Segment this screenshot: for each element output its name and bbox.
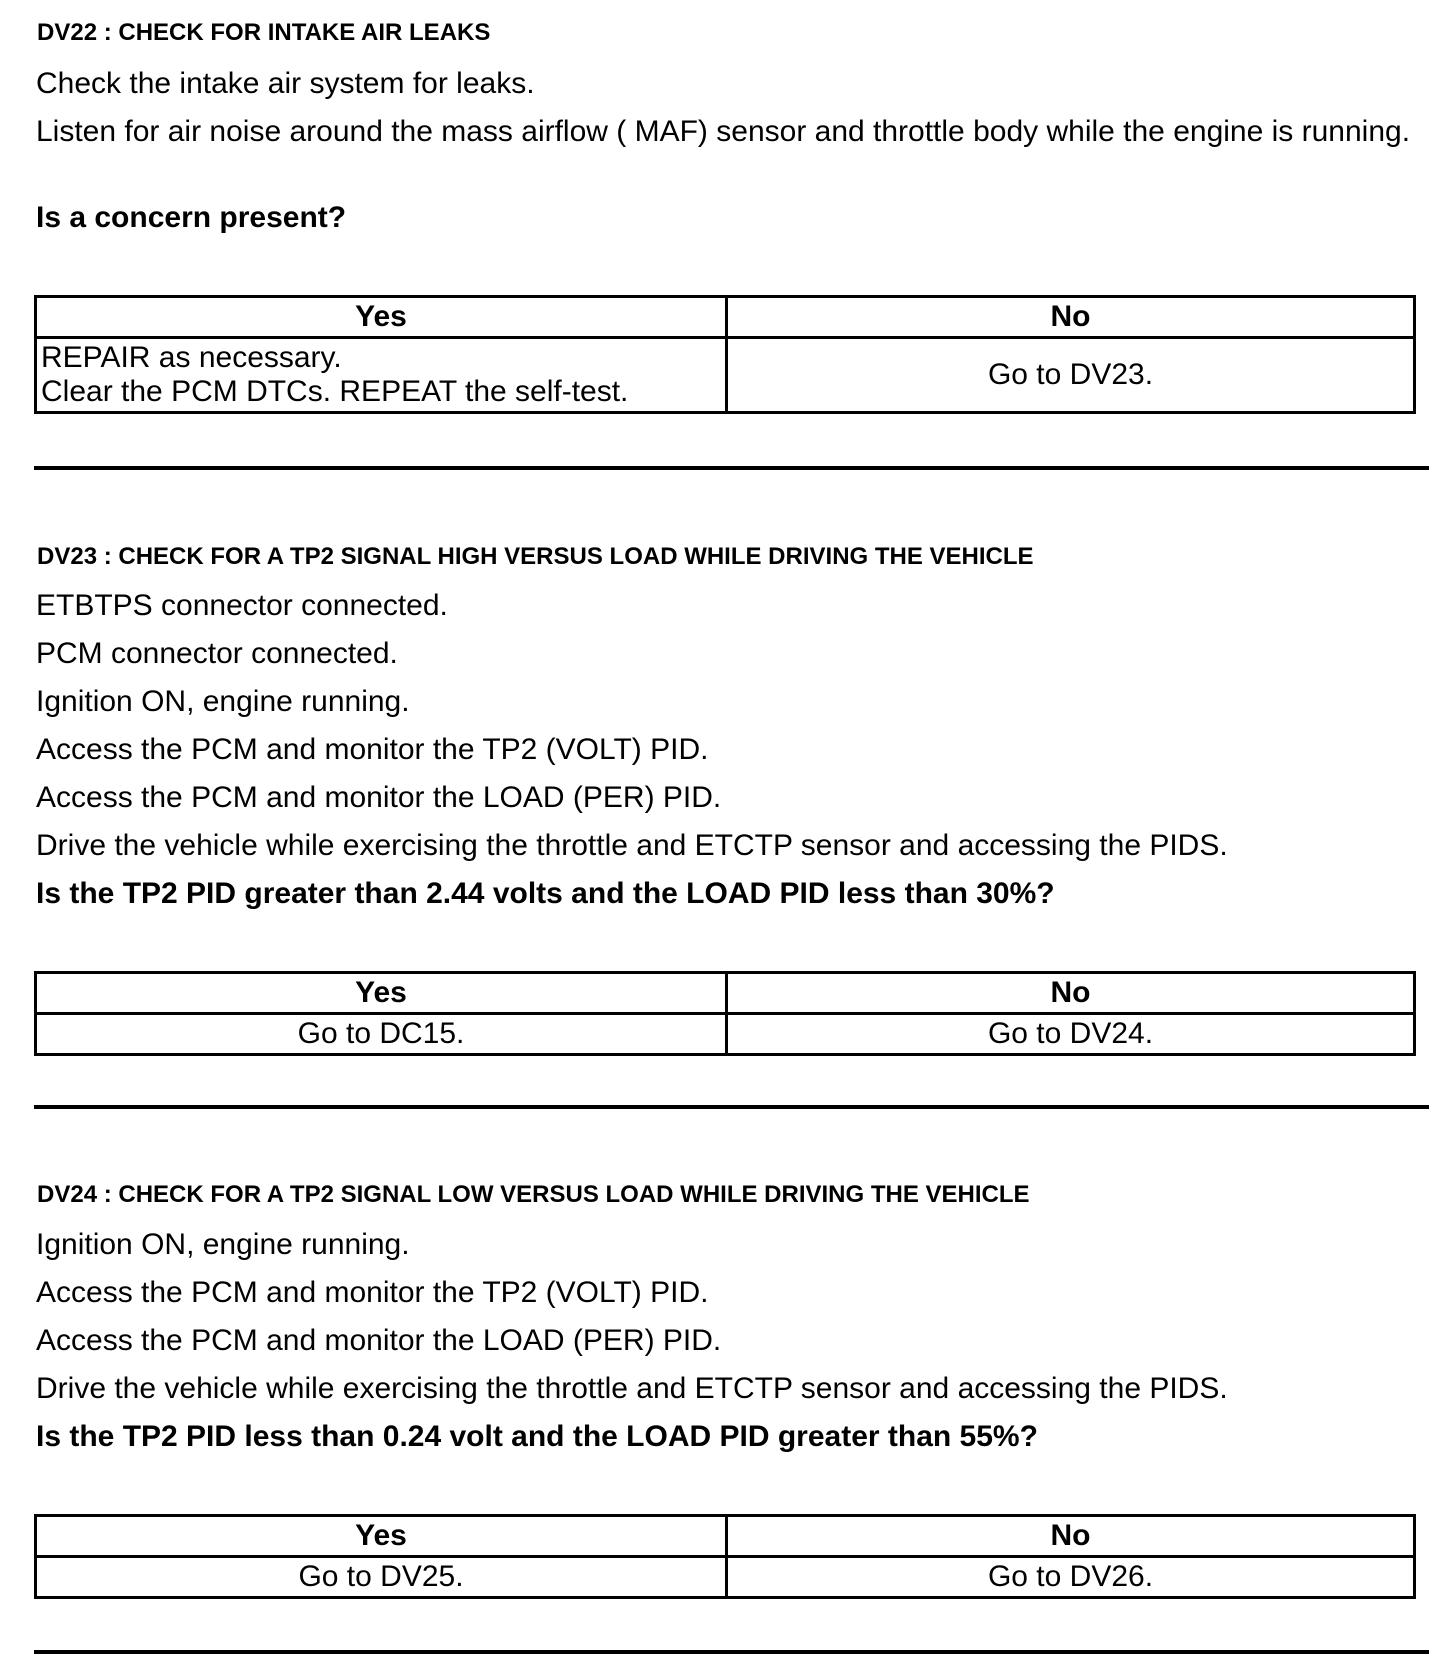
- no-cell: Go to DV26.: [727, 1557, 1415, 1598]
- step-line: Listen for air noise around the mass airflow ( MAF) sensor and throttle body while the engine is running.: [36, 115, 1411, 148]
- step-heading-dv22: DV22 : CHECK FOR INTAKE AIR LEAKS: [37, 19, 491, 46]
- yes-cell-line: Clear the PCM DTCs. REPEAT the self-test.: [41, 375, 629, 408]
- section-divider: [34, 1650, 1429, 1654]
- step-heading-dv23: DV23 : CHECK FOR A TP2 SIGNAL HIGH VERSUS LOAD WHILE DRIVING THE VEHICLE: [37, 543, 1034, 570]
- yes-no-table-dv24: [34, 1514, 1416, 1599]
- yes-cell: [36, 338, 727, 413]
- step-question: Is a concern present?: [36, 201, 347, 234]
- step-question: Is the TP2 PID less than 0.24 volt and the LOAD PID greater than 55%?: [36, 1420, 1038, 1453]
- section-divider: [34, 1105, 1429, 1109]
- yes-header: Yes: [36, 973, 727, 1014]
- yes-cell: Go to DV25.: [36, 1557, 727, 1598]
- yes-cell: Go to DC15.: [36, 1014, 727, 1055]
- step-line: Drive the vehicle while exercising the throttle and ETCTP sensor and accessing the PIDS.: [36, 829, 1228, 862]
- step-line: PCM connector connected.: [36, 637, 398, 670]
- no-cell: Go to DV24.: [727, 1014, 1415, 1055]
- step-line: Ignition ON, engine running.: [36, 685, 410, 718]
- yes-header: Yes: [36, 1516, 727, 1557]
- no-header: No: [727, 973, 1415, 1014]
- no-header: No: [727, 297, 1415, 338]
- yes-header: Yes: [36, 297, 727, 338]
- yes-no-table-dv23: [34, 971, 1416, 1056]
- section-divider: [34, 466, 1429, 470]
- yes-no-table-dv22: [34, 295, 1416, 414]
- yes-cell-line: REPAIR as necessary.: [41, 341, 342, 374]
- step-question: Is the TP2 PID greater than 2.44 volts and the LOAD PID less than 30%?: [36, 877, 1055, 910]
- no-cell: Go to DV23.: [727, 338, 1415, 413]
- step-line: Access the PCM and monitor the TP2 (VOLT) PID.: [36, 1276, 709, 1309]
- step-line: Access the PCM and monitor the LOAD (PER) PID.: [36, 781, 722, 814]
- step-line: Check the intake air system for leaks.: [36, 67, 535, 100]
- step-line: Access the PCM and monitor the TP2 (VOLT) PID.: [36, 733, 709, 766]
- step-line: ETBTPS connector connected.: [36, 589, 448, 622]
- step-line: Access the PCM and monitor the LOAD (PER) PID.: [36, 1324, 722, 1357]
- no-header: No: [727, 1516, 1415, 1557]
- step-line: Drive the vehicle while exercising the throttle and ETCTP sensor and accessing the PIDS.: [36, 1372, 1228, 1405]
- step-heading-dv24: DV24 : CHECK FOR A TP2 SIGNAL LOW VERSUS LOAD WHILE DRIVING THE VEHICLE: [37, 1181, 1030, 1208]
- step-line: Ignition ON, engine running.: [36, 1228, 410, 1261]
